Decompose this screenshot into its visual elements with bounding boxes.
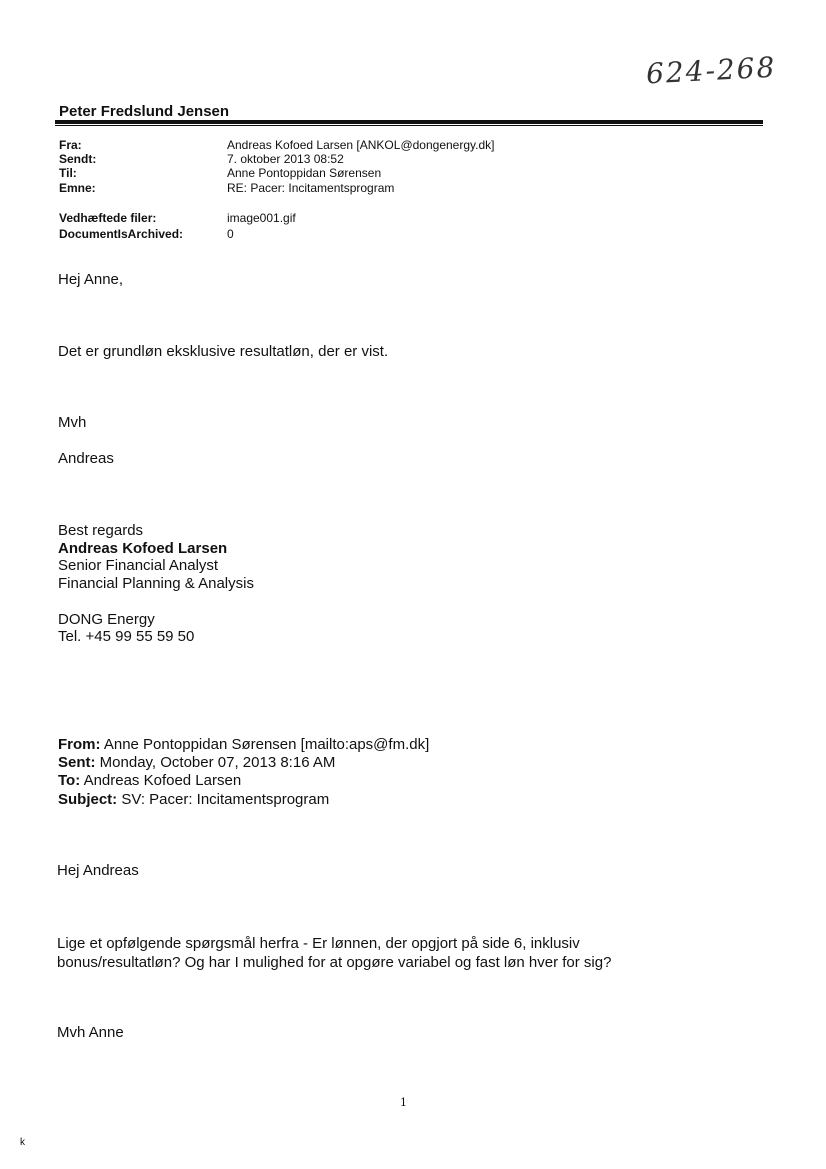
original-from-value: Anne Pontoppidan Sørensen [mailto:aps@fm.dk] [103,736,430,753]
header-value-from: Andreas Kofoed Larsen [ANKOL@dongenergy.dk] [227,138,495,152]
signature-name: Andreas Kofoed Larsen [58,540,228,557]
original-subject-label: Subject: [58,791,118,808]
header-divider-thin [55,125,763,126]
signature-title: Senior Financial Analyst [58,557,219,574]
signature-phone: Tel. +45 99 55 59 50 [58,628,195,645]
header-value-to: Anne Pontoppidan Sørensen [227,166,382,180]
header-label-to: Til: [59,166,77,180]
header-divider [55,120,763,124]
header-label-attachments: Vedhæftede filer: [59,211,157,225]
handwritten-reference-number: 624-268 [645,50,778,91]
header-label-sent: Sendt: [59,152,97,166]
header-value-archived: 0 [227,227,234,241]
original-closing: Mvh Anne [57,1024,124,1041]
original-subject-line [58,791,329,808]
signature-department: Financial Planning & Analysis [58,575,254,592]
signature-regards: Best regards [58,522,144,539]
original-sent-label: Sent: [58,754,96,771]
original-message-line-2: bonus/resultatløn? Og har I mulighed for at opgøre variabel og fast løn hver for sig? [57,954,612,971]
reply-greeting: Hej Anne, [58,271,124,288]
original-to-label: To: [58,772,81,789]
original-to-value: Andreas Kofoed Larsen [83,772,242,789]
header-value-subject: RE: Pacer: Incitamentsprogram [227,181,395,195]
original-sent-value: Monday, October 07, 2013 8:16 AM [99,754,336,771]
footer-mark: k [20,1137,25,1148]
header-value-sent: 7. oktober 2013 08:52 [227,152,344,166]
reply-message: Det er grundløn eksklusive resultatløn, der er vist. [58,343,389,360]
page-number: 1 [400,1096,407,1109]
original-message-line-1: Lige et opfølgende spørgsmål herfra - Er lønnen, der opgjort på side 6, inklusiv [57,935,580,952]
mailbox-owner-name: Peter Fredslund Jensen [59,103,230,120]
reply-first-name: Andreas [58,450,114,467]
original-to-line [58,772,241,789]
reply-closing: Mvh [58,414,87,431]
original-sent-line [58,754,335,771]
original-subject-value: SV: Pacer: Incitamentsprogram [121,791,330,808]
original-from-line [58,736,429,753]
original-from-label: From: [58,736,101,753]
header-label-from: Fra: [59,138,82,152]
attachment-link[interactable]: image001.gif [227,211,296,225]
header-label-subject: Emne: [59,181,96,195]
signature-company: DONG Energy [58,611,155,628]
original-greeting: Hej Andreas [57,862,139,879]
header-label-archived: DocumentIsArchived: [59,227,184,241]
